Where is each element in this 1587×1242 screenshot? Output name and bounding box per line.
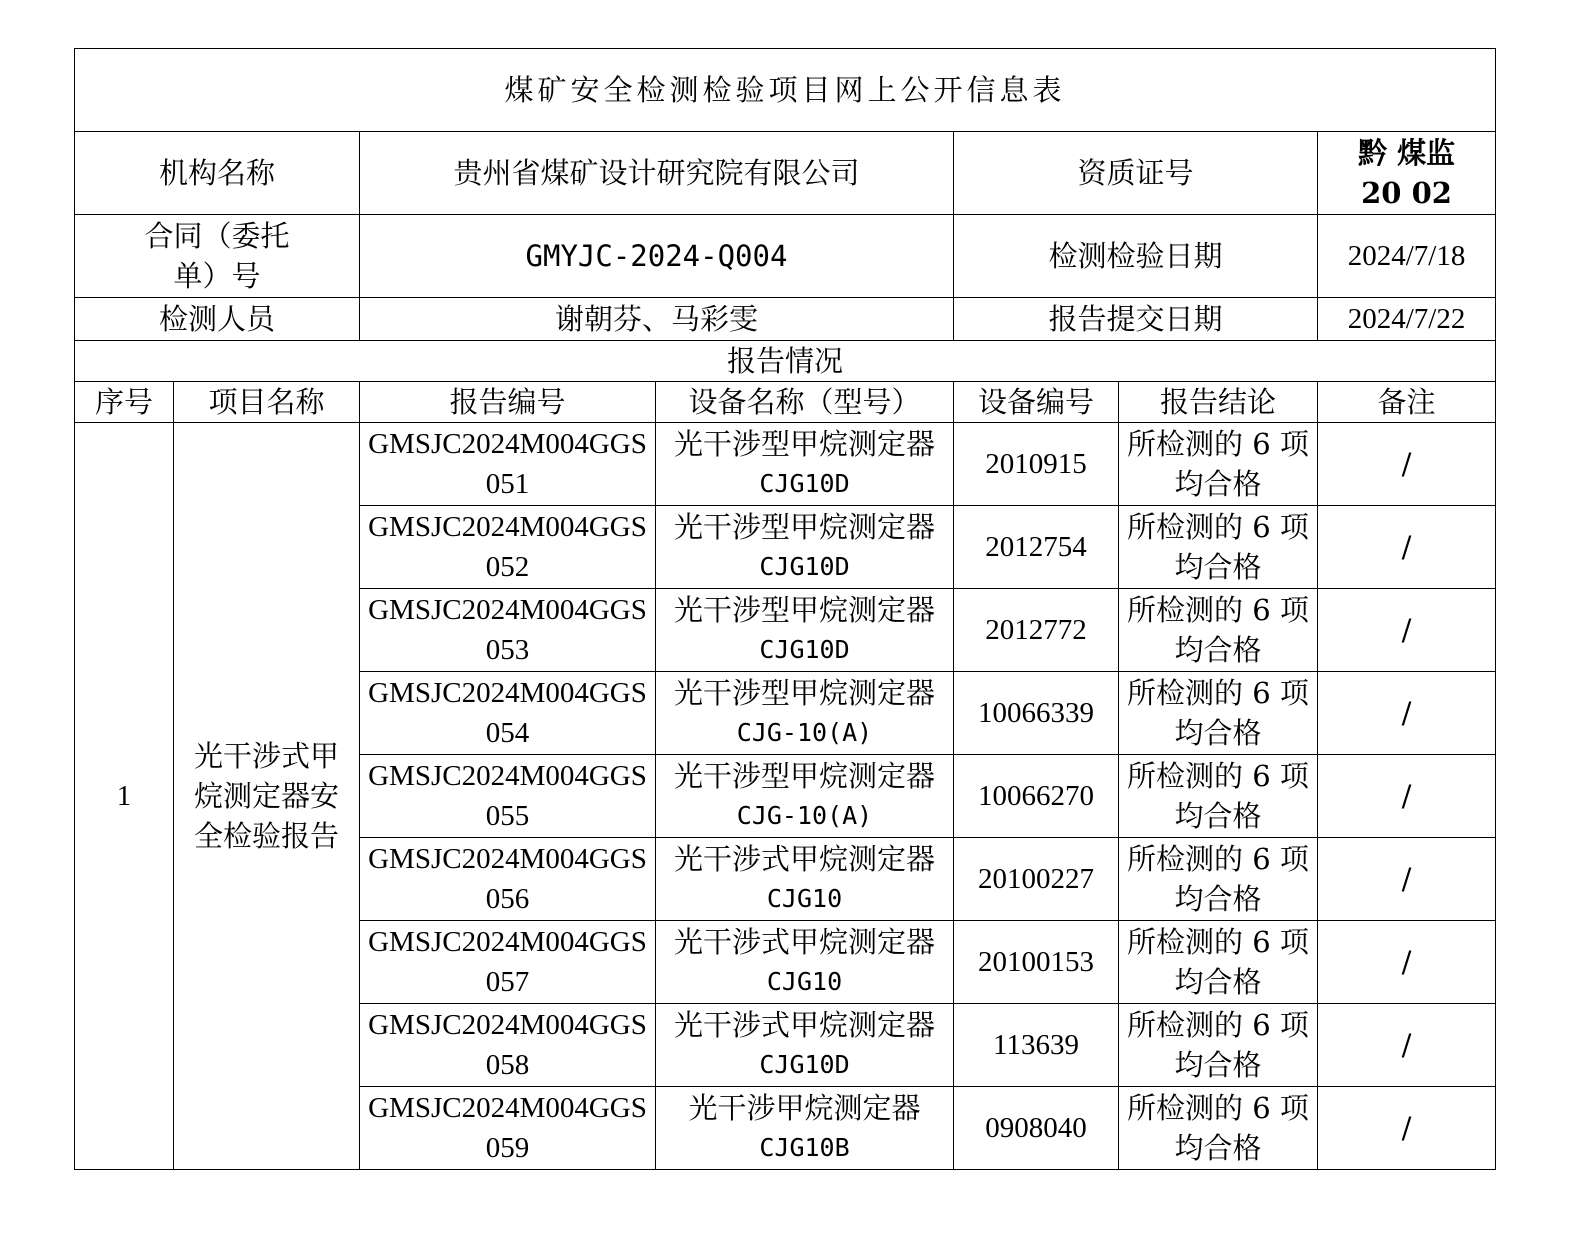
report-conclusion — [1119, 589, 1318, 672]
report-number — [360, 506, 656, 589]
report-number — [360, 921, 656, 1004]
org-value: 贵州省煤矿设计研究院有限公司 — [360, 132, 954, 215]
conclusion-line-1: 所检测的 6 项 — [1127, 925, 1309, 959]
section-row — [75, 341, 1496, 382]
title-row — [75, 49, 1496, 132]
device-name-text: 光干涉型甲烷测定器 — [673, 427, 935, 461]
remark: / — [1318, 755, 1496, 838]
remark: / — [1318, 921, 1496, 1004]
report-number-line-2: 053 — [485, 634, 530, 666]
device-number: 10066339 — [954, 672, 1119, 755]
report-number-line-1: GMSJC2024M004GGS — [368, 677, 647, 709]
section-title: 报告情况 — [75, 341, 1496, 382]
report-conclusion — [1119, 1087, 1318, 1170]
report-conclusion — [1119, 921, 1318, 1004]
report-number-line-2: 057 — [485, 966, 530, 998]
column-header-row — [75, 382, 1496, 423]
device-model: CJG-10(A) — [736, 801, 873, 830]
device-model: CJG10D — [759, 635, 850, 664]
remark: / — [1318, 506, 1496, 589]
conclusion-line-1: 所检测的 6 项 — [1127, 759, 1309, 793]
report-conclusion — [1119, 755, 1318, 838]
device-model: CJG10D — [759, 1050, 850, 1079]
device-number: 2012754 — [954, 506, 1119, 589]
conclusion-line-2: 均合格 — [1174, 633, 1262, 667]
col-header-report-no: 报告编号 — [360, 382, 656, 423]
contract-label-line1: 合同（委托 — [144, 219, 290, 253]
conclusion-line-2: 均合格 — [1174, 799, 1262, 833]
device-name — [656, 1004, 954, 1087]
report-number-line-2: 051 — [485, 468, 530, 500]
report-conclusion — [1119, 506, 1318, 589]
page-title: 煤矿安全检测检验项目网上公开信息表 — [75, 49, 1496, 132]
device-number: 10066270 — [954, 755, 1119, 838]
col-header-device-name: 设备名称（型号） — [656, 382, 954, 423]
device-name — [656, 506, 954, 589]
conclusion-line-1: 所检测的 6 项 — [1127, 1008, 1309, 1042]
report-conclusion — [1119, 1004, 1318, 1087]
contract-row — [75, 215, 1496, 298]
device-name-text: 光干涉型甲烷测定器 — [673, 593, 935, 627]
report-number-line-2: 054 — [485, 717, 530, 749]
report-number — [360, 1004, 656, 1087]
group-index: 1 — [75, 423, 174, 1170]
device-number: 113639 — [954, 1004, 1119, 1087]
device-model: CJG-10(A) — [736, 718, 873, 747]
project-name-line-1: 光干涉式甲 — [193, 739, 339, 773]
device-number: 20100153 — [954, 921, 1119, 1004]
device-model: CJG10D — [759, 552, 850, 581]
device-name-text: 光干涉型甲烷测定器 — [673, 510, 935, 544]
device-name-text: 光干涉式甲烷测定器 — [673, 1008, 935, 1042]
conclusion-line-1: 所检测的 6 项 — [1127, 427, 1309, 461]
conclusion-line-2: 均合格 — [1174, 716, 1262, 750]
report-number-line-1: GMSJC2024M004GGS — [368, 594, 647, 626]
device-name-text: 光干涉型甲烷测定器 — [673, 676, 935, 710]
report-number-line-1: GMSJC2024M004GGS — [368, 1009, 647, 1041]
report-number-line-1: GMSJC2024M004GGS — [368, 511, 647, 543]
report-number-line-1: GMSJC2024M004GGS — [368, 1092, 647, 1124]
submit-date-label: 报告提交日期 — [954, 298, 1318, 341]
conclusion-line-2: 均合格 — [1174, 882, 1262, 916]
conclusion-line-1: 所检测的 6 项 — [1127, 1091, 1309, 1125]
remark: / — [1318, 423, 1496, 506]
col-header-device-no: 设备编号 — [954, 382, 1119, 423]
conclusion-line-2: 均合格 — [1174, 1131, 1262, 1165]
cert-value-line2: 20 02 — [1361, 176, 1452, 210]
project-name-line-2: 烷测定器安 — [193, 779, 339, 813]
group-project-name — [174, 423, 360, 1170]
conclusion-line-2: 均合格 — [1174, 965, 1262, 999]
device-number: 20100227 — [954, 838, 1119, 921]
device-name — [656, 1087, 954, 1170]
contract-label-line2: 单）号 — [173, 259, 261, 293]
device-name — [656, 423, 954, 506]
col-header-index: 序号 — [75, 382, 174, 423]
report-number-line-2: 055 — [485, 800, 530, 832]
col-header-conclusion: 报告结论 — [1119, 382, 1318, 423]
device-model: CJG10B — [759, 1133, 850, 1162]
test-date-label: 检测检验日期 — [954, 215, 1318, 298]
conclusion-line-1: 所检测的 6 项 — [1127, 676, 1309, 710]
remark: / — [1318, 672, 1496, 755]
report-number — [360, 672, 656, 755]
device-name — [656, 838, 954, 921]
conclusion-line-2: 均合格 — [1174, 1048, 1262, 1082]
report-number-line-2: 058 — [485, 1049, 530, 1081]
conclusion-line-2: 均合格 — [1174, 550, 1262, 584]
report-number-line-2: 059 — [485, 1132, 530, 1164]
report-number-line-2: 052 — [485, 551, 530, 583]
report-conclusion — [1119, 838, 1318, 921]
cert-value-line1: 黔 煤监 — [1357, 136, 1456, 170]
staff-label: 检测人员 — [75, 298, 360, 341]
contract-label — [75, 215, 360, 298]
device-number: 2010915 — [954, 423, 1119, 506]
device-name — [656, 589, 954, 672]
device-model: CJG10 — [766, 884, 843, 913]
device-name — [656, 921, 954, 1004]
remark: / — [1318, 1004, 1496, 1087]
org-row — [75, 132, 1496, 215]
staff-row — [75, 298, 1496, 341]
device-name — [656, 755, 954, 838]
device-name-text: 光干涉式甲烷测定器 — [673, 925, 935, 959]
report-number-line-2: 056 — [485, 883, 530, 915]
project-name-line-3: 全检验报告 — [193, 819, 339, 853]
device-number: 0908040 — [954, 1087, 1119, 1170]
report-number-line-1: GMSJC2024M004GGS — [368, 843, 647, 875]
org-label: 机构名称 — [75, 132, 360, 215]
conclusion-line-2: 均合格 — [1174, 467, 1262, 501]
device-name-text: 光干涉式甲烷测定器 — [673, 842, 935, 876]
device-model: CJG10 — [766, 967, 843, 996]
conclusion-line-1: 所检测的 6 项 — [1127, 842, 1309, 876]
col-header-remark: 备注 — [1318, 382, 1496, 423]
report-number-line-1: GMSJC2024M004GGS — [368, 428, 647, 460]
table-row — [75, 423, 1496, 506]
cert-label: 资质证号 — [954, 132, 1318, 215]
report-number — [360, 1087, 656, 1170]
cert-value — [1318, 132, 1496, 215]
report-conclusion — [1119, 423, 1318, 506]
report-number — [360, 589, 656, 672]
report-number — [360, 838, 656, 921]
col-header-project: 项目名称 — [174, 382, 360, 423]
report-number-line-1: GMSJC2024M004GGS — [368, 926, 647, 958]
device-number: 2012772 — [954, 589, 1119, 672]
info-table — [74, 48, 1496, 1170]
remark: / — [1318, 838, 1496, 921]
report-number — [360, 755, 656, 838]
contract-value: GMYJC-2024-Q004 — [360, 215, 954, 298]
staff-value: 谢朝芬、马彩雯 — [360, 298, 954, 341]
report-conclusion — [1119, 672, 1318, 755]
submit-date-value: 2024/7/22 — [1318, 298, 1496, 341]
device-model: CJG10D — [759, 469, 850, 498]
test-date-value: 2024/7/18 — [1318, 215, 1496, 298]
report-number — [360, 423, 656, 506]
remark: / — [1318, 589, 1496, 672]
report-number-line-1: GMSJC2024M004GGS — [368, 760, 647, 792]
conclusion-line-1: 所检测的 6 项 — [1127, 593, 1309, 627]
device-name-text: 光干涉甲烷测定器 — [688, 1091, 921, 1125]
conclusion-line-1: 所检测的 6 项 — [1127, 510, 1309, 544]
remark: / — [1318, 1087, 1496, 1170]
device-name-text: 光干涉型甲烷测定器 — [673, 759, 935, 793]
device-name — [656, 672, 954, 755]
